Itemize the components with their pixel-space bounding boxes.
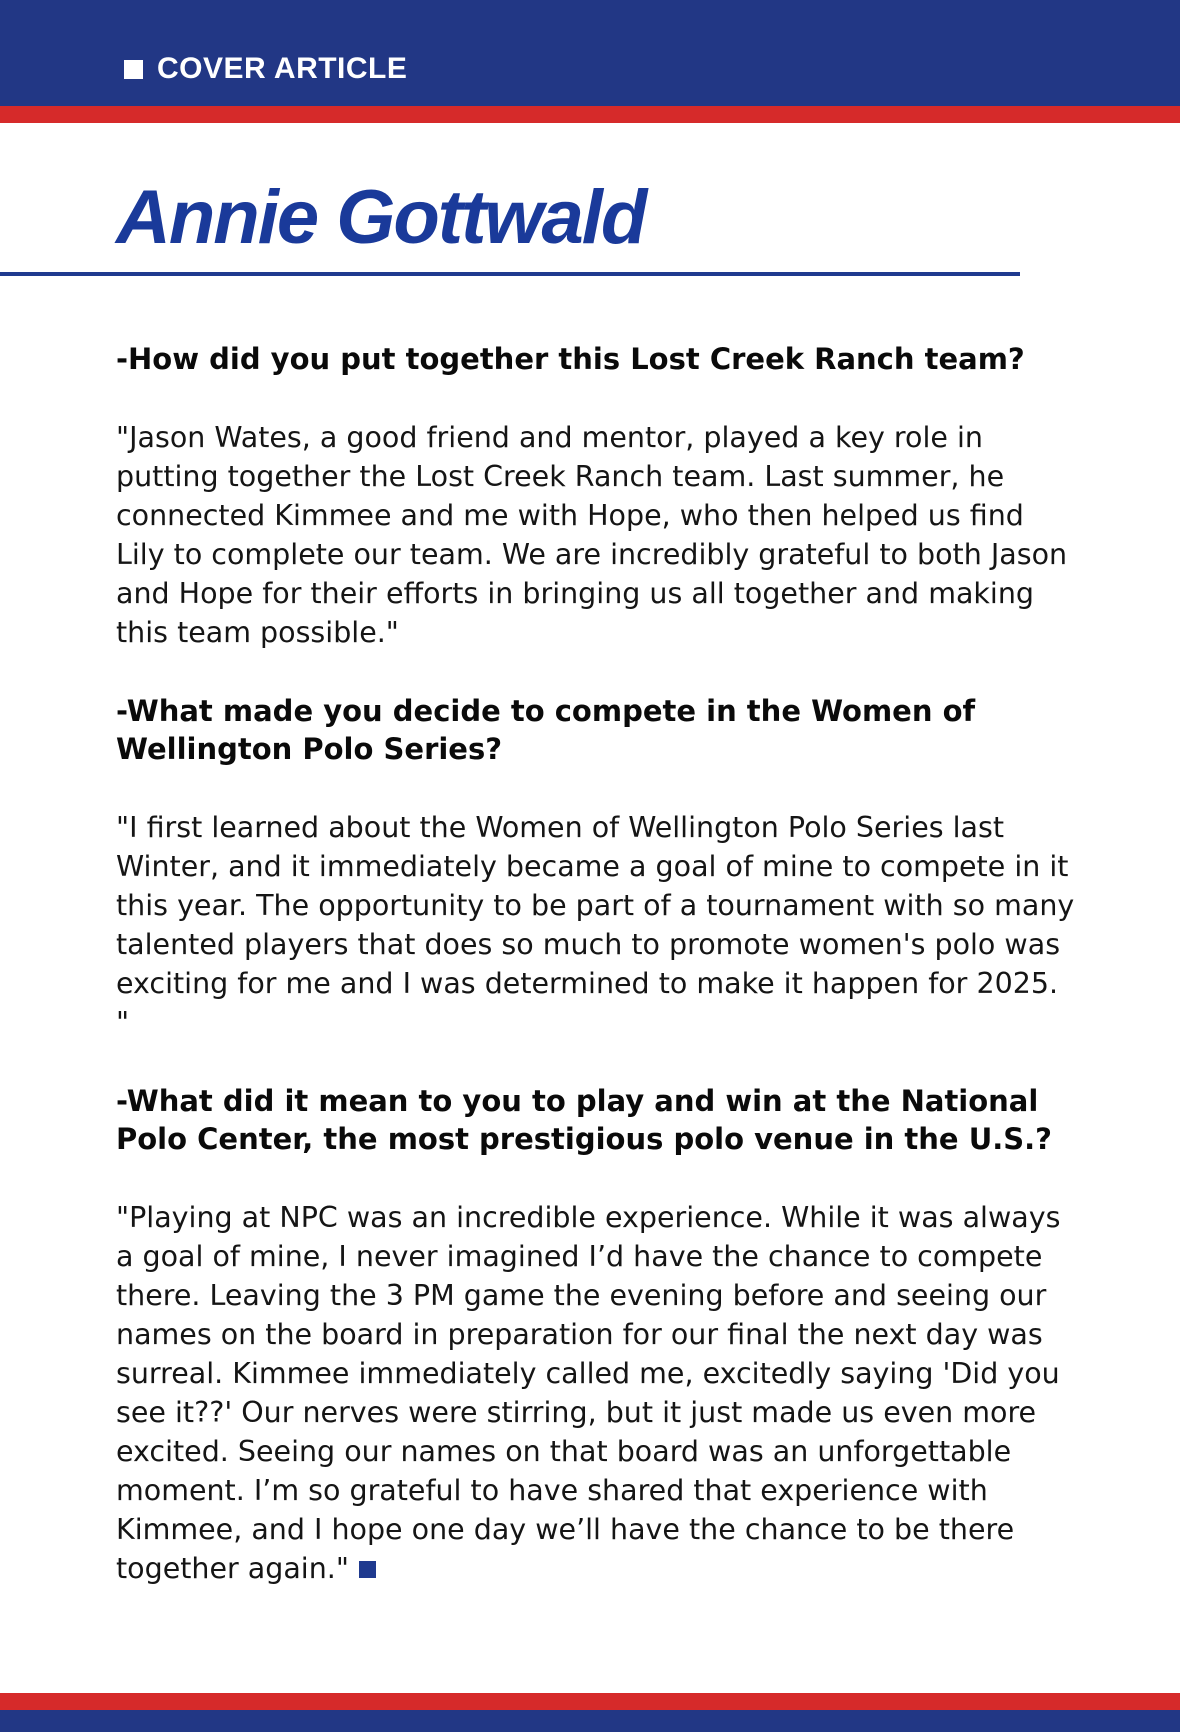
square-bullet-icon [124,60,143,79]
section-label-text: COVER ARTICLE [157,52,408,85]
footer-band [0,1710,1180,1732]
page-title: Annie Gottwald [116,175,646,260]
article-body [116,340,1076,1628]
answer-2: "I first learned about the Women of Wellington Polo Series last Winter, and it immediately became a goal of mine to compete in it this year. The opportunity to be part of a tournament with so many talented players that does so much to promote women's polo was exciting for me and I was determined to make it happen for 2025. " [116,811,1075,1039]
question-3: -What did it mean to you to play and win at the National Polo Center, the most prestigious polo venue in the U.S.? [116,1084,1052,1156]
question-1: -How did you put together this Lost Creek Ranch team? [116,342,1025,376]
end-of-article-square-icon [359,1561,376,1578]
answer-3-text: "Playing at NPC was an incredible experience. While it was always a goal of mine, I never imagined I’d have the chance to compete there. Leaving the 3 PM game the evening before and seeing our names on the board in preparation for our final the next day was surreal. Kimmee immediately called me, excitedly saying 'Did you see it??' Our nerves were stirring, but it just made us even more excited. Seeing our names on that board was an unforgettable moment. I’m so grateful to have shared that experience with Kimmee, and I hope one day we’ll have the chance to be there together again." [116,1201,1061,1585]
question-2: -What made you decide to compete in the Women of Wellington Polo Series? [116,694,976,766]
answer-1: "Jason Wates, a good friend and mentor, played a key role in putting together the Lost Creek Ranch team. Last summer, he connected Kimmee and me with Hope, who then helped us find Lily to complete our team. We are incredibly grateful to both Jason and Hope for their efforts in bringing us all together and making this team possible." [116,421,1068,649]
title-divider [0,272,1020,276]
footer-red-stripe [0,1693,1180,1710]
header-red-stripe [0,106,1180,123]
section-label [124,52,407,86]
answer-3 [116,1198,1076,1588]
